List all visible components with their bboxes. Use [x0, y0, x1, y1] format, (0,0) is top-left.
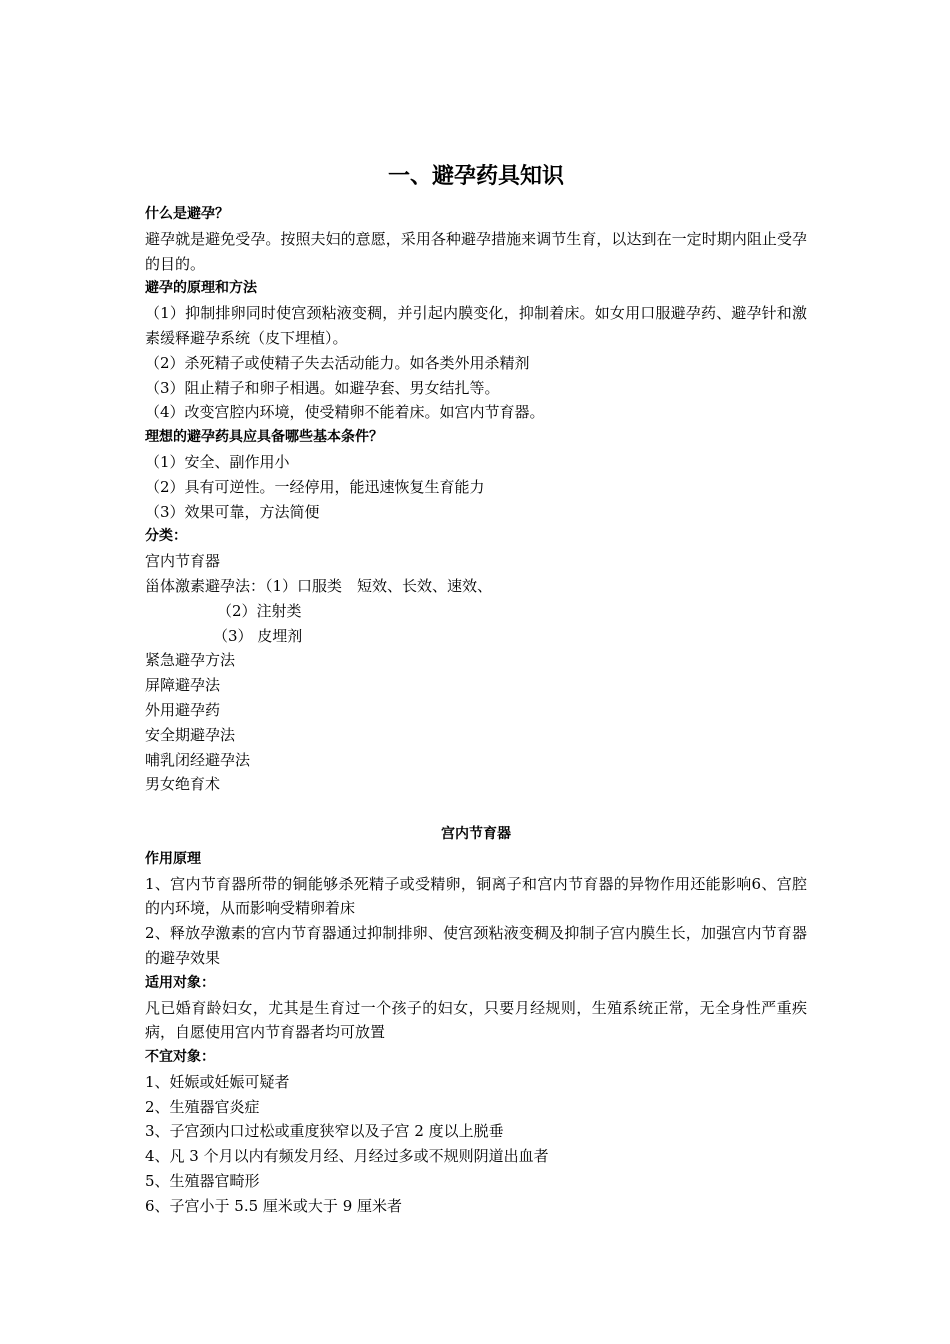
list-item: 屏障避孕法	[145, 676, 221, 695]
section-heading-conditions: 理想的避孕药具应具备哪些基本条件？	[145, 429, 383, 446]
list-item: （3）阻止精子和卵子相遇。如避孕套、男女结扎等。	[145, 378, 500, 397]
list-item: 外用避孕药	[145, 700, 221, 719]
list-item: （1）抑制排卵同时使宫颈粘液变稠，并引起内膜变化，抑制着床。如女用口服避孕药、避孕针和激素缓释避孕系统（皮下埋植）。	[145, 304, 807, 347]
list-item: （4）改变宫腔内环境，使受精卵不能着床。如宫内节育器。	[145, 403, 545, 422]
list-item: （2）具有可逆性。一经停用，能迅速恢复生育能力	[145, 477, 485, 496]
list-item: 甾体激素避孕法：（1）口服类 短效、长效、速效、	[145, 576, 493, 595]
section-heading-suitable: 适用对象：	[145, 974, 215, 991]
list-item: （1）安全、副作用小	[145, 452, 290, 471]
section-heading-classification: 分类：	[145, 528, 187, 545]
section-heading-what-is: 什么是避孕？	[145, 206, 229, 222]
list-item: 紧急避孕方法	[145, 651, 236, 670]
section-heading-principle: 避孕的原理和方法	[145, 280, 257, 297]
list-item: 3、子宫颈内口过松或重度狭窄以及子宫 2 度以上脱垂	[145, 1122, 504, 1141]
spacer	[145, 797, 807, 822]
list-item: 5、生殖器官畸形	[145, 1172, 260, 1191]
list-item: 男女绝育术	[145, 775, 221, 794]
list-item: 1、宫内节育器所带的铜能够杀死精子或受精卵，铜离子和宫内节育器的异物作用还能影响6、宫腔的内环境，从而影响受精卵着床	[145, 874, 807, 918]
document-title: 一、避孕药具知识	[387, 164, 564, 189]
list-item: 1、妊娠或妊娠可疑者	[145, 1072, 290, 1091]
paragraph-definition: 避孕就是避免受孕。按照夫妇的意愿，采用各种避孕措施来调节生育，以达到在一定时期内阻止受孕的目的。	[145, 229, 807, 273]
list-item: （2）注射类	[217, 601, 302, 620]
list-item: 2、生殖器官炎症	[145, 1097, 260, 1116]
list-item: 2、释放孕激素的宫内节育器通过抑制排卵、使宫颈粘液变稠及抑制子宫内膜生长，加强宫内节育器的避孕效果	[145, 924, 807, 967]
list-item: （2）杀死精子或使精子失去活动能力。如各类外用杀精剂	[145, 353, 530, 372]
list-item: 6、子宫小于 5.5 厘米或大于 9 厘米者	[145, 1196, 403, 1215]
list-item: 4、凡 3 个月以内有频发月经、月经过多或不规则阴道出血者	[145, 1147, 549, 1166]
section-heading-unsuitable: 不宜对象：	[145, 1049, 215, 1066]
list-item: （3）效果可靠，方法简便	[145, 502, 320, 521]
document-page	[145, 160, 807, 1219]
list-item: 安全期避孕法	[145, 725, 236, 744]
list-item: 哺乳闭经避孕法	[145, 750, 251, 769]
list-item: （3） 皮埋剂	[213, 626, 303, 645]
paragraph-suitable: 凡已婚育龄妇女，尤其是生育过一个孩子的妇女，只要月经规则，生殖系统正常，无全身性严重疾病，自愿使用宫内节育器者均可放置	[145, 998, 807, 1042]
section-title-iud: 宫内节育器	[441, 825, 511, 842]
section-heading-mechanism: 作用原理	[145, 850, 201, 867]
list-item: 宫内节育器	[145, 552, 221, 571]
